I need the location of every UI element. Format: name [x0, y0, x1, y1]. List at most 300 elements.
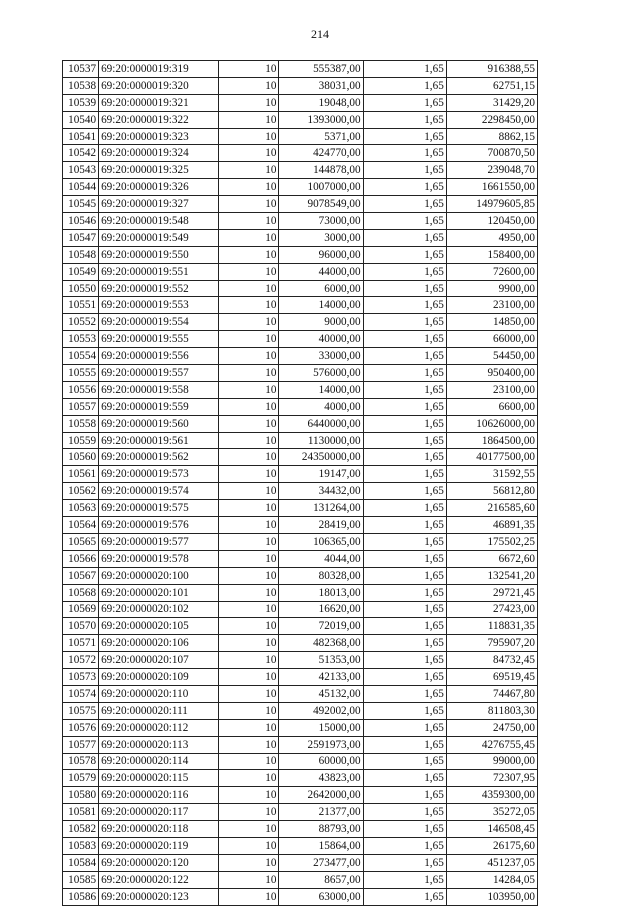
cadastral-number-cell: 69:20:0000019:578 — [99, 550, 219, 567]
table-row — [63, 415, 538, 432]
value-cell: 16620,00 — [279, 601, 363, 618]
value-cell: 72019,00 — [279, 618, 363, 635]
table-row — [63, 162, 538, 179]
cadastral-number-cell: 69:20:0000020:114 — [99, 753, 219, 770]
coefficient-cell: 1,65 — [363, 804, 446, 821]
rate-cell: 10 — [219, 365, 279, 382]
cadastral-number-cell: 69:20:0000019:548 — [99, 213, 219, 230]
value-cell: 88793,00 — [279, 821, 363, 838]
rate-cell: 10 — [219, 787, 279, 804]
rate-cell: 10 — [219, 111, 279, 128]
table-row — [63, 635, 538, 652]
amount-cell: 14850,00 — [446, 314, 537, 331]
row-number-cell: 10562 — [63, 483, 99, 500]
coefficient-cell: 1,65 — [363, 500, 446, 517]
cadastral-number-cell: 69:20:0000019:326 — [99, 179, 219, 196]
rate-cell: 10 — [219, 381, 279, 398]
table-row — [63, 821, 538, 838]
cadastral-number-cell: 69:20:0000020:118 — [99, 821, 219, 838]
coefficient-cell: 1,65 — [363, 601, 446, 618]
rate-cell: 10 — [219, 449, 279, 466]
rate-cell: 10 — [219, 280, 279, 297]
amount-cell: 23100,00 — [446, 297, 537, 314]
cadastral-number-cell: 69:20:0000019:554 — [99, 314, 219, 331]
row-number-cell: 10564 — [63, 517, 99, 534]
table-row — [63, 736, 538, 753]
coefficient-cell: 1,65 — [363, 229, 446, 246]
value-cell: 19147,00 — [279, 466, 363, 483]
rate-cell: 10 — [219, 229, 279, 246]
table-row — [63, 297, 538, 314]
cadastral-number-cell: 69:20:0000020:100 — [99, 567, 219, 584]
amount-cell: 62751,15 — [446, 77, 537, 94]
table-row — [63, 871, 538, 888]
value-cell: 14000,00 — [279, 381, 363, 398]
row-number-cell: 10544 — [63, 179, 99, 196]
row-number-cell: 10545 — [63, 196, 99, 213]
amount-cell: 35272,05 — [446, 804, 537, 821]
amount-cell: 700870,50 — [446, 145, 537, 162]
coefficient-cell: 1,65 — [363, 483, 446, 500]
rate-cell: 10 — [219, 331, 279, 348]
table-row — [63, 550, 538, 567]
rate-cell: 10 — [219, 483, 279, 500]
amount-cell: 811803,30 — [446, 702, 537, 719]
row-number-cell: 10559 — [63, 432, 99, 449]
amount-cell: 23100,00 — [446, 381, 537, 398]
table-row — [63, 770, 538, 787]
table-row — [63, 753, 538, 770]
value-cell: 106365,00 — [279, 533, 363, 550]
rate-cell: 10 — [219, 246, 279, 263]
amount-cell: 2298450,00 — [446, 111, 537, 128]
table-row — [63, 61, 538, 78]
row-number-cell: 10546 — [63, 213, 99, 230]
value-cell: 43823,00 — [279, 770, 363, 787]
row-number-cell: 10578 — [63, 753, 99, 770]
table-row — [63, 567, 538, 584]
cadastral-number-cell: 69:20:0000019:562 — [99, 449, 219, 466]
rate-cell: 10 — [219, 736, 279, 753]
table-row — [63, 685, 538, 702]
row-number-cell: 10555 — [63, 365, 99, 382]
table-row — [63, 669, 538, 686]
table-row — [63, 483, 538, 500]
coefficient-cell: 1,65 — [363, 736, 446, 753]
rate-cell: 10 — [219, 179, 279, 196]
row-number-cell: 10553 — [63, 331, 99, 348]
coefficient-cell: 1,65 — [363, 415, 446, 432]
table-row — [63, 432, 538, 449]
rate-cell: 10 — [219, 517, 279, 534]
rate-cell: 10 — [219, 550, 279, 567]
table-row — [63, 601, 538, 618]
coefficient-cell: 1,65 — [363, 871, 446, 888]
row-number-cell: 10560 — [63, 449, 99, 466]
value-cell: 424770,00 — [279, 145, 363, 162]
rate-cell: 10 — [219, 263, 279, 280]
amount-cell: 74467,80 — [446, 685, 537, 702]
cadastral-number-cell: 69:20:0000020:123 — [99, 888, 219, 905]
value-cell: 576000,00 — [279, 365, 363, 382]
rate-cell: 10 — [219, 314, 279, 331]
row-number-cell: 10540 — [63, 111, 99, 128]
rate-cell: 10 — [219, 398, 279, 415]
rate-cell: 10 — [219, 837, 279, 854]
coefficient-cell: 1,65 — [363, 669, 446, 686]
table-row — [63, 348, 538, 365]
row-number-cell: 10579 — [63, 770, 99, 787]
rate-cell: 10 — [219, 652, 279, 669]
rate-cell: 10 — [219, 162, 279, 179]
table-row — [63, 533, 538, 550]
rate-cell: 10 — [219, 601, 279, 618]
table-row — [63, 263, 538, 280]
amount-cell: 54450,00 — [446, 348, 537, 365]
rate-cell: 10 — [219, 213, 279, 230]
row-number-cell: 10541 — [63, 128, 99, 145]
row-number-cell: 10548 — [63, 246, 99, 263]
row-number-cell: 10561 — [63, 466, 99, 483]
cadastral-number-cell: 69:20:0000019:574 — [99, 483, 219, 500]
row-number-cell: 10539 — [63, 94, 99, 111]
coefficient-cell: 1,65 — [363, 432, 446, 449]
table-row — [63, 179, 538, 196]
row-number-cell: 10584 — [63, 854, 99, 871]
rate-cell: 10 — [219, 854, 279, 871]
row-number-cell: 10576 — [63, 719, 99, 736]
amount-cell: 103950,00 — [446, 888, 537, 905]
row-number-cell: 10547 — [63, 229, 99, 246]
table-row — [63, 365, 538, 382]
amount-cell: 118831,35 — [446, 618, 537, 635]
table-row — [63, 584, 538, 601]
value-cell: 80328,00 — [279, 567, 363, 584]
value-cell: 6000,00 — [279, 280, 363, 297]
amount-cell: 6600,00 — [446, 398, 537, 415]
table-row — [63, 888, 538, 905]
rate-cell: 10 — [219, 533, 279, 550]
table-row — [63, 331, 538, 348]
value-cell: 144878,00 — [279, 162, 363, 179]
cadastral-number-cell: 69:20:0000020:115 — [99, 770, 219, 787]
coefficient-cell: 1,65 — [363, 381, 446, 398]
value-cell: 9078549,00 — [279, 196, 363, 213]
cadastral-number-cell: 69:20:0000020:120 — [99, 854, 219, 871]
value-cell: 5371,00 — [279, 128, 363, 145]
amount-cell: 56812,80 — [446, 483, 537, 500]
table-row — [63, 652, 538, 669]
amount-cell: 6672,60 — [446, 550, 537, 567]
cadastral-number-cell: 69:20:0000019:320 — [99, 77, 219, 94]
value-cell: 2591973,00 — [279, 736, 363, 753]
row-number-cell: 10543 — [63, 162, 99, 179]
amount-cell: 40177500,00 — [446, 449, 537, 466]
value-cell: 1393000,00 — [279, 111, 363, 128]
row-number-cell: 10577 — [63, 736, 99, 753]
row-number-cell: 10583 — [63, 837, 99, 854]
cadastral-number-cell: 69:20:0000020:102 — [99, 601, 219, 618]
cadastral-number-cell: 69:20:0000020:107 — [99, 652, 219, 669]
coefficient-cell: 1,65 — [363, 567, 446, 584]
row-number-cell: 10554 — [63, 348, 99, 365]
table-row — [63, 196, 538, 213]
value-cell: 6440000,00 — [279, 415, 363, 432]
value-cell: 38031,00 — [279, 77, 363, 94]
amount-cell: 27423,00 — [446, 601, 537, 618]
value-cell: 1130000,00 — [279, 432, 363, 449]
coefficient-cell: 1,65 — [363, 584, 446, 601]
land-parcel-table — [62, 60, 538, 906]
table-row — [63, 854, 538, 871]
coefficient-cell: 1,65 — [363, 179, 446, 196]
coefficient-cell: 1,65 — [363, 280, 446, 297]
cadastral-number-cell: 69:20:0000019:552 — [99, 280, 219, 297]
rate-cell: 10 — [219, 635, 279, 652]
cadastral-number-cell: 69:20:0000019:558 — [99, 381, 219, 398]
coefficient-cell: 1,65 — [363, 719, 446, 736]
row-number-cell: 10556 — [63, 381, 99, 398]
table-row — [63, 145, 538, 162]
amount-cell: 46891,35 — [446, 517, 537, 534]
amount-cell: 451237,05 — [446, 854, 537, 871]
amount-cell: 4276755,45 — [446, 736, 537, 753]
value-cell: 45132,00 — [279, 685, 363, 702]
cadastral-number-cell: 69:20:0000020:110 — [99, 685, 219, 702]
rate-cell: 10 — [219, 432, 279, 449]
rate-cell: 10 — [219, 567, 279, 584]
value-cell: 15000,00 — [279, 719, 363, 736]
coefficient-cell: 1,65 — [363, 77, 446, 94]
value-cell: 24350000,00 — [279, 449, 363, 466]
table-row — [63, 94, 538, 111]
cadastral-number-cell: 69:20:0000020:105 — [99, 618, 219, 635]
cadastral-number-cell: 69:20:0000019:573 — [99, 466, 219, 483]
row-number-cell: 10572 — [63, 652, 99, 669]
table-row — [63, 618, 538, 635]
cadastral-number-cell: 69:20:0000020:111 — [99, 702, 219, 719]
rate-cell: 10 — [219, 348, 279, 365]
amount-cell: 24750,00 — [446, 719, 537, 736]
amount-cell: 26175,60 — [446, 837, 537, 854]
table-row — [63, 246, 538, 263]
row-number-cell: 10565 — [63, 533, 99, 550]
amount-cell: 795907,20 — [446, 635, 537, 652]
rate-cell: 10 — [219, 685, 279, 702]
amount-cell: 14284,05 — [446, 871, 537, 888]
cadastral-number-cell: 69:20:0000019:549 — [99, 229, 219, 246]
coefficient-cell: 1,65 — [363, 449, 446, 466]
cadastral-number-cell: 69:20:0000019:327 — [99, 196, 219, 213]
cadastral-number-cell: 69:20:0000019:559 — [99, 398, 219, 415]
row-number-cell: 10558 — [63, 415, 99, 432]
table-row — [63, 229, 538, 246]
rate-cell: 10 — [219, 888, 279, 905]
rate-cell: 10 — [219, 500, 279, 517]
cadastral-number-cell: 69:20:0000020:122 — [99, 871, 219, 888]
coefficient-cell: 1,65 — [363, 466, 446, 483]
cadastral-number-cell: 69:20:0000020:109 — [99, 669, 219, 686]
amount-cell: 216585,60 — [446, 500, 537, 517]
table-row — [63, 111, 538, 128]
value-cell: 15864,00 — [279, 837, 363, 854]
row-number-cell: 10569 — [63, 601, 99, 618]
value-cell: 63000,00 — [279, 888, 363, 905]
amount-cell: 69519,45 — [446, 669, 537, 686]
cadastral-number-cell: 69:20:0000020:119 — [99, 837, 219, 854]
row-number-cell: 10538 — [63, 77, 99, 94]
value-cell: 8657,00 — [279, 871, 363, 888]
cadastral-number-cell: 69:20:0000019:555 — [99, 331, 219, 348]
value-cell: 40000,00 — [279, 331, 363, 348]
amount-cell: 146508,45 — [446, 821, 537, 838]
cadastral-number-cell: 69:20:0000019:322 — [99, 111, 219, 128]
amount-cell: 10626000,00 — [446, 415, 537, 432]
value-cell: 492002,00 — [279, 702, 363, 719]
amount-cell: 72600,00 — [446, 263, 537, 280]
table-row — [63, 787, 538, 804]
value-cell: 34432,00 — [279, 483, 363, 500]
cadastral-number-cell: 69:20:0000019:576 — [99, 517, 219, 534]
value-cell: 96000,00 — [279, 246, 363, 263]
value-cell: 51353,00 — [279, 652, 363, 669]
value-cell: 14000,00 — [279, 297, 363, 314]
coefficient-cell: 1,65 — [363, 837, 446, 854]
cadastral-number-cell: 69:20:0000019:550 — [99, 246, 219, 263]
rate-cell: 10 — [219, 128, 279, 145]
row-number-cell: 10550 — [63, 280, 99, 297]
coefficient-cell: 1,65 — [363, 770, 446, 787]
value-cell: 131264,00 — [279, 500, 363, 517]
rate-cell: 10 — [219, 77, 279, 94]
cadastral-number-cell: 69:20:0000019:575 — [99, 500, 219, 517]
value-cell: 2642000,00 — [279, 787, 363, 804]
coefficient-cell: 1,65 — [363, 145, 446, 162]
row-number-cell: 10585 — [63, 871, 99, 888]
row-number-cell: 10557 — [63, 398, 99, 415]
cadastral-number-cell: 69:20:0000019:321 — [99, 94, 219, 111]
table-row — [63, 314, 538, 331]
value-cell: 4000,00 — [279, 398, 363, 415]
coefficient-cell: 1,65 — [363, 702, 446, 719]
table-row — [63, 280, 538, 297]
value-cell: 9000,00 — [279, 314, 363, 331]
coefficient-cell: 1,65 — [363, 297, 446, 314]
coefficient-cell: 1,65 — [363, 550, 446, 567]
coefficient-cell: 1,65 — [363, 635, 446, 652]
table-row — [63, 213, 538, 230]
value-cell: 555387,00 — [279, 61, 363, 78]
coefficient-cell: 1,65 — [363, 263, 446, 280]
rate-cell: 10 — [219, 297, 279, 314]
cadastral-number-cell: 69:20:0000020:101 — [99, 584, 219, 601]
cadastral-number-cell: 69:20:0000020:116 — [99, 787, 219, 804]
row-number-cell: 10549 — [63, 263, 99, 280]
value-cell: 19048,00 — [279, 94, 363, 111]
amount-cell: 120450,00 — [446, 213, 537, 230]
rate-cell: 10 — [219, 753, 279, 770]
cadastral-number-cell: 69:20:0000019:323 — [99, 128, 219, 145]
rate-cell: 10 — [219, 415, 279, 432]
row-number-cell: 10566 — [63, 550, 99, 567]
value-cell: 4044,00 — [279, 550, 363, 567]
coefficient-cell: 1,65 — [363, 348, 446, 365]
table-row — [63, 381, 538, 398]
coefficient-cell: 1,65 — [363, 821, 446, 838]
table-row — [63, 449, 538, 466]
rate-cell: 10 — [219, 145, 279, 162]
amount-cell: 99000,00 — [446, 753, 537, 770]
coefficient-cell: 1,65 — [363, 61, 446, 78]
table-row — [63, 398, 538, 415]
coefficient-cell: 1,65 — [363, 128, 446, 145]
table-row — [63, 128, 538, 145]
amount-cell: 4950,00 — [446, 229, 537, 246]
table-row — [63, 500, 538, 517]
amount-cell: 84732,45 — [446, 652, 537, 669]
coefficient-cell: 1,65 — [363, 94, 446, 111]
row-number-cell: 10552 — [63, 314, 99, 331]
row-number-cell: 10567 — [63, 567, 99, 584]
cadastral-number-cell: 69:20:0000019:561 — [99, 432, 219, 449]
coefficient-cell: 1,65 — [363, 787, 446, 804]
amount-cell: 9900,00 — [446, 280, 537, 297]
value-cell: 273477,00 — [279, 854, 363, 871]
value-cell: 33000,00 — [279, 348, 363, 365]
rate-cell: 10 — [219, 770, 279, 787]
rate-cell: 10 — [219, 804, 279, 821]
table-row — [63, 719, 538, 736]
amount-cell: 239048,70 — [446, 162, 537, 179]
rate-cell: 10 — [219, 94, 279, 111]
amount-cell: 29721,45 — [446, 584, 537, 601]
amount-cell: 1661550,00 — [446, 179, 537, 196]
cadastral-number-cell: 69:20:0000019:556 — [99, 348, 219, 365]
value-cell: 60000,00 — [279, 753, 363, 770]
value-cell: 18013,00 — [279, 584, 363, 601]
row-number-cell: 10563 — [63, 500, 99, 517]
coefficient-cell: 1,65 — [363, 753, 446, 770]
rate-cell: 10 — [219, 584, 279, 601]
row-number-cell: 10575 — [63, 702, 99, 719]
cadastral-number-cell: 69:20:0000020:117 — [99, 804, 219, 821]
amount-cell: 14979605,85 — [446, 196, 537, 213]
coefficient-cell: 1,65 — [363, 213, 446, 230]
cadastral-number-cell: 69:20:0000019:319 — [99, 61, 219, 78]
row-number-cell: 10573 — [63, 669, 99, 686]
table-body — [63, 61, 538, 906]
rate-cell: 10 — [219, 871, 279, 888]
coefficient-cell: 1,65 — [363, 246, 446, 263]
rate-cell: 10 — [219, 466, 279, 483]
coefficient-cell: 1,65 — [363, 652, 446, 669]
rate-cell: 10 — [219, 618, 279, 635]
rate-cell: 10 — [219, 702, 279, 719]
coefficient-cell: 1,65 — [363, 618, 446, 635]
row-number-cell: 10580 — [63, 787, 99, 804]
cadastral-number-cell: 69:20:0000020:113 — [99, 736, 219, 753]
cadastral-number-cell: 69:20:0000020:106 — [99, 635, 219, 652]
coefficient-cell: 1,65 — [363, 111, 446, 128]
table-row — [63, 702, 538, 719]
table-row — [63, 804, 538, 821]
amount-cell: 916388,55 — [446, 61, 537, 78]
row-number-cell: 10537 — [63, 61, 99, 78]
coefficient-cell: 1,65 — [363, 888, 446, 905]
coefficient-cell: 1,65 — [363, 685, 446, 702]
table-row — [63, 466, 538, 483]
coefficient-cell: 1,65 — [363, 331, 446, 348]
